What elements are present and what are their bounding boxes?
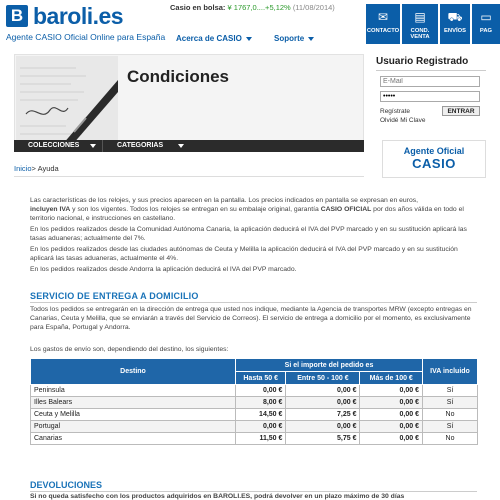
breadcrumb-home[interactable]: Inicio [14,164,32,173]
email-field[interactable] [380,76,480,87]
nav-acerca-label: Acerca de CASIO [176,34,242,43]
divider [30,302,477,303]
cell-value: 7,25 € [286,409,360,421]
col-hasta-50: Hasta 50 € [236,372,286,385]
tab-contacto-label: CONTACTO [366,28,400,34]
cell-iva: Sí [423,397,478,409]
gastos-text: Los gastos de envío son, dependiendo del destino, los siguientes: [30,346,229,353]
intro-text-a: Las características de los relojes, y sus precios aparecen en la pantalla. Los precios indicados en pantalla se expresan en euros, [30,197,419,204]
tab-pago[interactable] [472,4,500,44]
shipping-table [30,358,478,445]
intro-paragraph [30,196,480,223]
table-row [31,409,478,421]
nav-soporte-label: Soporte [274,34,305,43]
cell-iva: Sí [423,385,478,397]
col-importe-group: Si el importe del pedido es [236,359,423,372]
cell-destino: Illes Balears [31,397,236,409]
cell-value: 0,00 € [286,397,360,409]
cell-value: 0,00 € [360,409,423,421]
divider [30,491,477,492]
divider [14,176,364,177]
ceuta-paragraph: En los pedidos realizados desde las ciudades autónomas de Ceuta y Melilla la aplicación deducirá el IVA del PVP marcado y en su sustitución aplicará las tasas aduaneras, actualmente el 4%. [30,246,458,262]
intro-text [30,196,480,276]
col-iva: IVA incluido [423,359,478,385]
cell-destino: Canarias [31,433,236,445]
cell-value: 0,00 € [360,421,423,433]
register-link[interactable]: Regístrate [380,108,410,115]
intro-text-e: por dos años válida en todo el territorio nacional, e instrucciones en castellano. [30,206,464,222]
cell-value: 8,00 € [236,397,286,409]
top-navigation [170,34,360,48]
cell-value: 14,50 € [236,409,286,421]
stock-value: ¥ 1767,0....+5,12% [227,3,291,12]
table-row [31,385,478,397]
categorias-label: CATEGORIAS [117,142,164,149]
cell-value: 0,00 € [236,385,286,397]
stock-label: Casio en bolsa: [170,3,226,12]
section-title-devoluciones: DEVOLUCIONES [30,480,103,490]
page-title: Condiciones [127,67,230,86]
tab-contacto[interactable] [366,4,400,44]
site-subtitle: Agente CASIO Oficial Online para España [6,32,166,42]
intro-iva: incluyen IVA [30,206,71,213]
category-bar [14,140,364,152]
document-pen-image [16,56,118,152]
table-row [31,397,478,409]
cell-iva: No [423,409,478,421]
chevron-down-icon [178,144,184,148]
login-box [376,56,486,136]
canarias-paragraph: En los pedidos realizados desde la Comunidad Autónoma Canaria, la aplicación deducirá el IVA del PVP marcado y en su sustitución aplicará las tasas aduaneras; actualmente del 7%. [30,226,467,242]
password-field[interactable] [380,91,480,102]
table-row [31,421,478,433]
site-logo[interactable]: baroli.es [33,3,124,29]
cell-value: 0,00 € [360,433,423,445]
banner-image [16,56,118,152]
breadcrumb-separator: > [31,164,36,173]
casio-logo: CASIO [412,156,456,171]
agente-line1: Agente Oficial [403,146,465,156]
top-header [0,0,500,52]
cell-destino: Portugal [31,421,236,433]
tab-cond-venta[interactable] [402,4,438,44]
tab-pago-label: PAG [479,28,493,34]
nav-acerca-de-casio[interactable] [176,34,252,43]
tab-envios[interactable] [440,4,470,44]
login-button[interactable]: ENTRAR [442,106,480,116]
nav-soporte[interactable] [274,34,314,43]
cell-value: 0,00 € [286,385,360,397]
truck-icon: ⛟ [447,10,463,24]
section-title-entrega: SERVICIO DE ENTREGA A DOMICILIO [30,291,199,301]
cell-value: 0,00 € [286,421,360,433]
cell-value: 0,00 € [236,421,286,433]
quick-links [366,4,500,44]
tab-cond-venta-label: COND. VENTA [410,28,430,40]
stock-ticker [170,3,335,12]
page-banner [14,54,364,152]
chevron-down-icon [90,144,96,148]
agente-oficial-badge[interactable] [382,140,486,178]
chevron-down-icon [308,37,314,41]
login-title: Usuario Registrado [376,56,486,71]
card-icon: ▭ [480,10,492,24]
cell-value: 0,00 € [360,385,423,397]
cell-iva: Sí [423,421,478,433]
cell-destino: Ceuta y Melilla [31,409,236,421]
tab-envios-label: ENVÍOS [444,28,466,34]
chevron-down-icon [246,37,252,41]
forgot-password-link[interactable]: Olvidé Mi Clave [380,117,426,124]
logo-icon[interactable]: B [6,5,28,27]
intro-casio-oficial: CASIO OFICIAL [320,206,372,213]
cell-value: 0,00 € [360,397,423,409]
andorra-paragraph: En los pedidos realizados desde Andorra la aplicación deducirá el IVA del PVP marcado. [30,266,297,273]
breadcrumb [14,164,59,173]
clipboard-icon: ▤ [414,10,426,24]
breadcrumb-current: Ayuda [37,164,59,173]
stock-date: (11/08/2014) [292,3,335,12]
envelope-icon: ✉ [377,10,389,24]
cell-value: 5,75 € [286,433,360,445]
entrega-text: Todos los pedidos se entregarán en la dirección de entrega que usted nos indique, mediante la Agencia de transportes MRW (excepto entregas en Canarias, Ceuta y Melilla, que se enviarán a través del Servicio de Correos). El servicio de entrega a domicilio por el momento, es exclusivamente para España, Portugal y Andorra. [30,306,472,331]
table-row [31,433,478,445]
col-destino: Destino [31,359,236,385]
devoluciones-text: Si no queda satisfecho con los productos adquiridos en BAROLI.ES, podrá devolver en un plazo máximo de 30 días [30,493,405,500]
cell-iva: No [423,433,478,445]
colecciones-dropdown[interactable] [14,140,100,152]
colecciones-label: COLECCIONES [28,142,80,149]
intro-text-c: y son los vigentes. Todos los relojes se entregan en su embalaje original, garantía [70,206,321,213]
col-entre-50-100: Entre 50 - 100 € [286,372,360,385]
cell-destino: Peninsula [31,385,236,397]
col-mas-100: Más de 100 € [360,372,423,385]
cell-value: 11,50 € [236,433,286,445]
categorias-dropdown[interactable] [102,140,188,152]
